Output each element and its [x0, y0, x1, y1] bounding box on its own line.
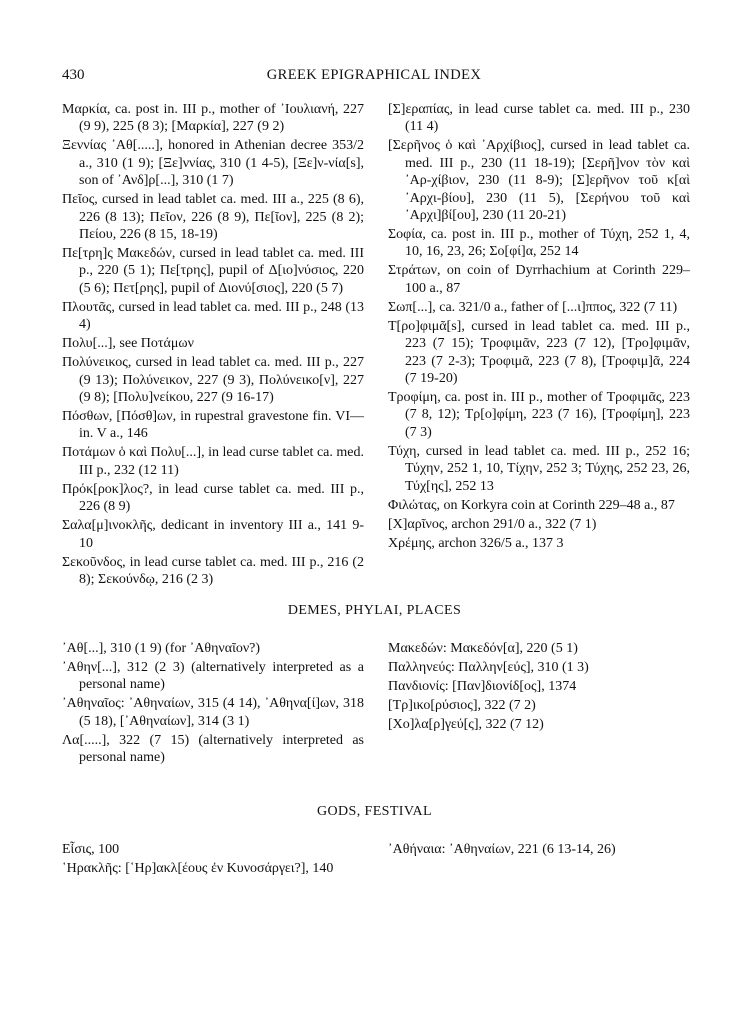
- index-entry: Πεῖος, cursed in lead tablet ca. med. III a., 225 (8 6), 226 (8 13); Πεῖον, 226 (8 9), Πε[ῖον], 225 (8 2); Πείου, 226 (8 15, 18-19): [62, 192, 364, 243]
- index-entry: ᾿Αθηναῖος: ᾿Αθηναίων, 315 (4 14), ᾿Αθηνα[ί]ων, 318 (5 18), [᾿Αθηναίων], 314 (3 1): [62, 696, 364, 729]
- demes-right-column: [388, 640, 690, 735]
- gods-left-column: [62, 841, 364, 879]
- index-entry: Λα[.....], 322 (7 15) (alternatively interpreted as personal name): [62, 732, 364, 766]
- index-entry: Εἶσις, 100: [62, 842, 120, 857]
- index-entry: Πόσθων, [Πόσθ]ων, in rupestral gravestone fin. VI—in. V a., 146: [62, 409, 364, 442]
- index-entry: [Χο]λα[ρ]γεύ[ς], 322 (7 12): [388, 717, 544, 732]
- index-entry: Παλληνεύς: Παλλην[εύς], 310 (1 3): [388, 660, 589, 675]
- page-header: [62, 67, 686, 87]
- index-entry: ᾿Αθην[...], 312 (2 3) (alternatively interpreted as a personal name): [62, 660, 364, 693]
- index-entry: Φιλώτας, on Korkyra coin at Corinth 229–48 a., 87: [388, 497, 675, 513]
- index-entry: Σωπ[...], ca. 321/0 a., father of [...ι]ππος, 322 (7 11): [388, 299, 678, 315]
- index-entry: Πλουτᾶς, cursed in lead tablet ca. med. III p., 248 (13 4): [62, 299, 364, 333]
- index-entry: Χρέμης, archon 326/5 a., 137 3: [388, 535, 564, 551]
- index-entry: Τροφίμη, ca. post in. III p., mother of Τροφιμᾶς, 223 (7 8, 12); Τρ[ο]φίμη, 223 (7 16), [Τροφίμη], 223 (7 3): [388, 390, 690, 440]
- demes-left-column: [62, 640, 364, 768]
- index-entry: Πανδιονίς: [Παν]διονίδ[ος], 1374: [388, 679, 577, 694]
- index-entry: Τύχη, cursed in lead tablet ca. med. III p., 252 16; Τύχην, 252 1, 10, Τίχην, 252 3; Τύχης, 252 23, 26, Τύχ[ης], 252 13: [388, 443, 690, 494]
- index-entry: Μαρκία, ca. post in. III p., mother of ᾿Ιουλιανή, 227 (9 9), 225 (8 3); [Μαρκία], 227 (9 2): [62, 102, 364, 135]
- page-number: 430: [62, 67, 85, 83]
- index-entry: Πολυ[...], see Ποτάμων: [62, 336, 194, 352]
- section-heading-demes: DEMES, PHYLAI, PLACES: [287, 603, 462, 618]
- names-left-column: [62, 101, 364, 590]
- index-entry: ᾿Αθήναια: ᾿Αθηναίων, 221 (6 13-14, 26): [388, 842, 616, 857]
- index-entry: Πε[τρη]ς Μακεδών, cursed in lead tablet ca. med. III p., 220 (5 1); Πε[τρης], pupil of Δ[ιο]νύσιος, 220 (5 6); Πετ[ρης], pupil of Διονύ[σιος], 220 (5 7): [62, 246, 364, 296]
- index-entry: Πρόκ[ροκ]λος?, in lead curse tablet ca. med. III p., 226 (8 9): [62, 481, 364, 515]
- index-entry: Σοφία, ca. post in. III p., mother of Τύχη, 252 1, 4, 10, 16, 23, 26; Σο[φί]α, 252 14: [388, 227, 690, 260]
- index-entry: ᾿Αθ[...], 310 (1 9) (for ᾿Αθηναῖον?): [62, 641, 261, 656]
- section-heading-gods: GODS, FESTIVAL: [316, 804, 433, 819]
- index-entry: [Σερῆνος ὁ καὶ ᾿Αρχίβιος], cursed in lead tablet ca. med. III p., 230 (11 18-19); [Σερῆ]νον τὸν καὶ ᾿Αρ-χίβιον, 230 (11 8-9); [Σ]ερῆνον τοῦ κ[αὶ ᾿Αρχι-βίου], 230 (11 5), [Σερήνου τοῦ καὶ ᾿Αρχι]βί[ου], 230 (11 20-21): [388, 138, 690, 224]
- index-entry: Μακεδών: Μακεδόν[α], 220 (5 1): [388, 641, 578, 656]
- running-title: GREEK EPIGRAPHICAL INDEX: [266, 67, 482, 83]
- index-entry: Σεκοῦνδος, in lead curse tablet ca. med. III p., 216 (2 8); Σεκούνδῳ, 216 (2 3): [62, 554, 364, 588]
- index-entry: ῾Ηρακλῆς: [῾Ηρ]ακλ[έους ἐν Κυνοσάργει?], 140: [62, 861, 334, 876]
- names-right-column: [388, 101, 690, 554]
- index-entry: Σαλα[μ]ινοκλῆς, dedicant in inventory III a., 141 9-10: [62, 518, 364, 551]
- index-entry: Τ[ρο]φιμᾶ[s], cursed in lead tablet ca. med. III p., 223 (7 15); Τροφιμᾶν, 223 (7 12), [Τρο]φιμᾶν, 223 (7 2-3); Τροφιμᾶ, 223 (7 8), [Τροφιμ]ᾶ, 224 (7 19-20): [388, 318, 690, 387]
- index-entry: [Χ]αρῖνος, archon 291/0 a., 322 (7 1): [388, 516, 597, 532]
- index-entry: Ξεννίας ᾿Αθ[.....], honored in Athenian decree 353/2 a., 310 (1 9); [Ξε]ννίας, 310 (1 4-5), [Ξε]ν-νία[s], son of ᾿Ανδ]ρ[...], 310 (1 7): [62, 138, 364, 189]
- index-entry: [Τρ]ικο[ρύσιος], 322 (7 2): [388, 698, 536, 713]
- index-entry: Στράτων, on coin of Dyrrhachium at Corinth 229–100 a., 87: [388, 263, 690, 296]
- index-entry: [Σ]εραπίας, in lead curse tablet ca. med. III p., 230 (11 4): [388, 102, 690, 135]
- gods-right-column: [388, 841, 690, 860]
- index-entry: Ποτάμων ὁ καὶ Πολυ[...], in lead curse tablet ca. med. III p., 232 (12 11): [62, 445, 364, 478]
- index-entry: Πολύνεικος, cursed in lead tablet ca. med. III p., 227 (9 13); Πολύνεικον, 227 (9 3), Πολύνεικο[ν], 227 (9 8); [Πολυ]νείκου, 227 (9 16-17): [62, 355, 364, 406]
